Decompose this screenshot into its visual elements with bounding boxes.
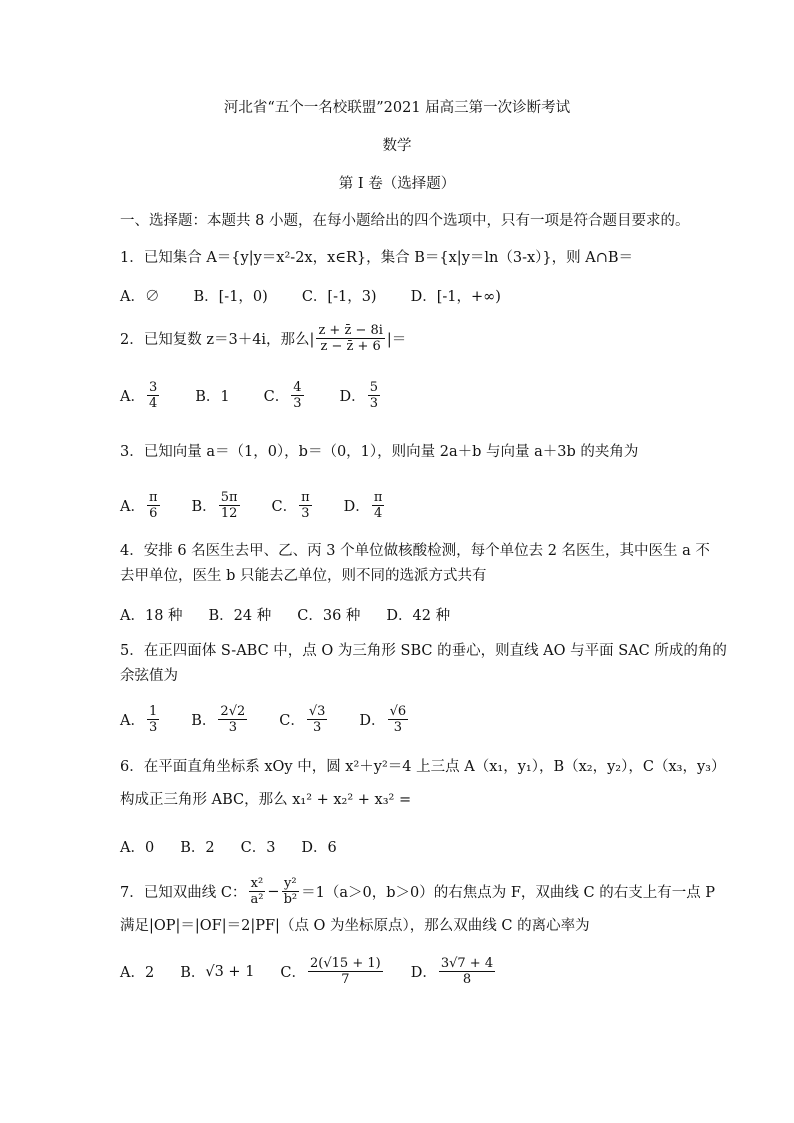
q3-option-b[interactable] <box>192 490 242 521</box>
q7-option-c[interactable] <box>280 956 384 987</box>
den: 7 <box>341 972 350 987</box>
question-2-options <box>120 380 382 411</box>
q7-stem-post: ＝1（a＞0，b＞0）的右焦点为 F，双曲线 C 的右支上有一点 P <box>301 885 716 901</box>
q5-option-c-label: C． <box>279 713 305 729</box>
q5-option-a-label: A． <box>120 713 145 729</box>
num: x² <box>250 876 264 891</box>
den: 4 <box>373 506 383 521</box>
q1-option-c[interactable]: C．[-1，3) <box>301 289 377 305</box>
den: 3 <box>301 506 310 521</box>
den: 3 <box>393 720 402 735</box>
q2-option-c-label: C． <box>263 389 290 405</box>
q4-option-c[interactable]: C．36 种 <box>297 608 361 624</box>
q1-option-a[interactable]: A．∅ <box>120 289 160 305</box>
question-2-stem <box>120 323 406 354</box>
volume-title: 第 I 卷（选择题） <box>338 176 456 192</box>
num: 2(√15 + 1) <box>310 956 381 971</box>
question-7-stem-line-2: 满足|OP|＝|OF|＝2|PF|（点 O 为坐标原点），那么双曲线 C 的离心率为 <box>120 918 590 934</box>
den: 3 <box>313 720 322 735</box>
q2-option-b[interactable] <box>195 385 229 406</box>
den: 3 <box>369 396 378 411</box>
question-4-stem-line-2: 去甲单位，医生 b 只能去乙单位，则不同的选派方式共有 <box>120 568 487 584</box>
subject-title: 数学 <box>382 138 412 154</box>
question-3-stem: 3．已知向量 a＝（1，0），b＝（0，1），则向量 2a＋b 与向量 a＋3b 的夹角为 <box>120 444 639 460</box>
q5-option-c-frac <box>307 704 328 735</box>
q2-option-c[interactable] <box>264 380 306 411</box>
q2-option-a[interactable] <box>120 380 161 411</box>
q5-option-d-label: D． <box>359 713 386 729</box>
den: 6 <box>149 506 158 521</box>
q2-option-c-frac <box>291 380 303 411</box>
q4-option-d[interactable]: D．42 种 <box>386 608 451 624</box>
question-6-stem-line-1: 6．在平面直角坐标系 xOy 中，圆 x²＋y²＝4 上三点 A（x₁，y₁），B（x₂，y₂），C（x₃，y₃） <box>120 759 726 775</box>
q7-stem-pre: 7．已知双曲线 C： <box>120 885 247 901</box>
den: 3 <box>228 720 237 735</box>
q3-option-a[interactable] <box>120 490 162 521</box>
q5-option-d-frac <box>388 704 409 735</box>
q7-frac-y <box>282 876 300 907</box>
den: a² <box>250 892 264 907</box>
num: 4 <box>293 380 302 395</box>
q3-option-d-label: D． <box>343 499 370 515</box>
q3-option-d-frac <box>372 490 385 521</box>
question-5-stem-line-2: 余弦值为 <box>120 668 178 684</box>
q7-option-c-label: C． <box>280 965 307 981</box>
q3-option-c[interactable] <box>272 490 314 521</box>
q5-option-c[interactable] <box>279 704 329 735</box>
num: 5π <box>220 490 238 505</box>
num: 5 <box>369 380 378 395</box>
question-1-stem: 1．已知集合 A＝{y|y＝x²-2x，x∈R}，集合 B＝{x|y＝ln（3-x）}，则 A∩B＝ <box>120 250 634 266</box>
q7-option-d[interactable] <box>411 956 497 987</box>
q2-option-a-label: A． <box>120 389 145 405</box>
q7-frac-x <box>248 876 265 907</box>
q7-option-a-label: A．2 <box>120 965 155 981</box>
num: π <box>301 490 310 505</box>
den: 3 <box>293 396 302 411</box>
q5-option-b-label: B． <box>191 713 217 729</box>
num: 3√7 + 4 <box>440 956 494 971</box>
q7-option-b-text: √3 + 1 <box>205 963 255 980</box>
den: 8 <box>462 972 472 987</box>
q6-option-b[interactable]: B．2 <box>180 840 215 856</box>
q2-option-d[interactable] <box>340 380 382 411</box>
q5-option-d[interactable] <box>359 704 410 735</box>
question-5-stem-line-1: 5．在正四面体 S-ABC 中，点 O 为三角形 SBC 的垂心，则直线 AO 与平面 SAC 所成的角的 <box>120 643 727 659</box>
question-4-options <box>120 604 450 625</box>
q7-option-d-frac <box>439 956 495 987</box>
q1-option-b[interactable]: B．[-1，0) <box>193 289 268 305</box>
q4-option-a[interactable]: A．18 种 <box>120 608 183 624</box>
num: y² <box>284 876 297 891</box>
q7-option-b[interactable] <box>180 961 254 982</box>
q2-option-a-frac <box>147 380 159 411</box>
q2-stem-pre: 2．已知复数 z＝3＋4i，那么| <box>120 332 315 348</box>
q3-option-c-frac <box>299 490 312 521</box>
q2-option-d-frac <box>368 380 380 411</box>
num: π <box>148 490 158 505</box>
question-1-options <box>120 285 501 306</box>
den: 3 <box>148 720 158 735</box>
num: 1 <box>148 704 158 719</box>
q7-minus: − <box>267 883 280 900</box>
q5-option-a[interactable] <box>120 704 161 735</box>
num: 3 <box>148 380 158 395</box>
q2-option-d-label: D． <box>339 389 366 405</box>
q7-option-d-label: D． <box>410 965 437 981</box>
q1-option-d[interactable]: D．[-1，+∞) <box>410 289 501 305</box>
num: √6 <box>389 704 407 719</box>
question-7-stem-line-1 <box>120 876 715 907</box>
q3-option-a-frac <box>147 490 160 521</box>
q4-option-b[interactable]: B．24 种 <box>208 608 272 624</box>
q2-stem-post: |＝ <box>386 332 407 348</box>
question-5-options <box>120 704 410 735</box>
q6-option-d[interactable]: D．6 <box>301 840 337 856</box>
q3-option-b-frac <box>219 490 240 521</box>
q3-option-c-label: C． <box>271 499 298 515</box>
q2-frac-num: z + z̄ − 8i <box>318 323 383 338</box>
den: 12 <box>220 506 238 521</box>
q7-option-c-frac <box>308 956 383 987</box>
q5-option-b[interactable] <box>191 704 249 735</box>
question-4-stem-line-1: 4．安排 6 名医生去甲、乙、丙 3 个单位做核酸检测，每个单位去 2 名医生，其中医生 a 不 <box>120 543 710 559</box>
exam-title: 河北省“五个一名校联盟”2021 届高三第一次诊断考试 <box>223 100 571 116</box>
q7-option-a[interactable] <box>120 961 154 982</box>
q3-option-a-label: A． <box>120 499 145 515</box>
q5-option-a-frac <box>147 704 159 735</box>
q6-option-a[interactable]: A．0 <box>120 840 155 856</box>
q7-option-b-label: B． <box>180 965 206 981</box>
den: 4 <box>148 396 158 411</box>
num: 2√2 <box>220 704 246 719</box>
q5-option-b-frac <box>218 704 247 735</box>
q2-frac-den: z − z̄ + 6 <box>320 339 381 354</box>
q2-fraction <box>316 323 384 354</box>
q6-option-c[interactable]: C．3 <box>240 840 276 856</box>
num: π <box>373 490 383 505</box>
q3-option-d[interactable] <box>344 490 387 521</box>
section-heading: 一、选择题：本题共 8 小题，在每小题给出的四个选项中，只有一项是符合题目要求的。 <box>120 213 690 229</box>
question-6-stem-line-2: 构成正三角形 ABC，那么 x₁² + x₂² + x₃² = <box>120 792 412 808</box>
question-6-options <box>120 836 337 857</box>
num: √3 <box>308 704 326 719</box>
question-3-options <box>120 490 386 521</box>
den: b² <box>283 892 298 907</box>
q2-option-b-label: B．1 <box>195 389 230 405</box>
q3-option-b-label: B． <box>191 499 217 515</box>
question-7-options <box>120 956 497 987</box>
